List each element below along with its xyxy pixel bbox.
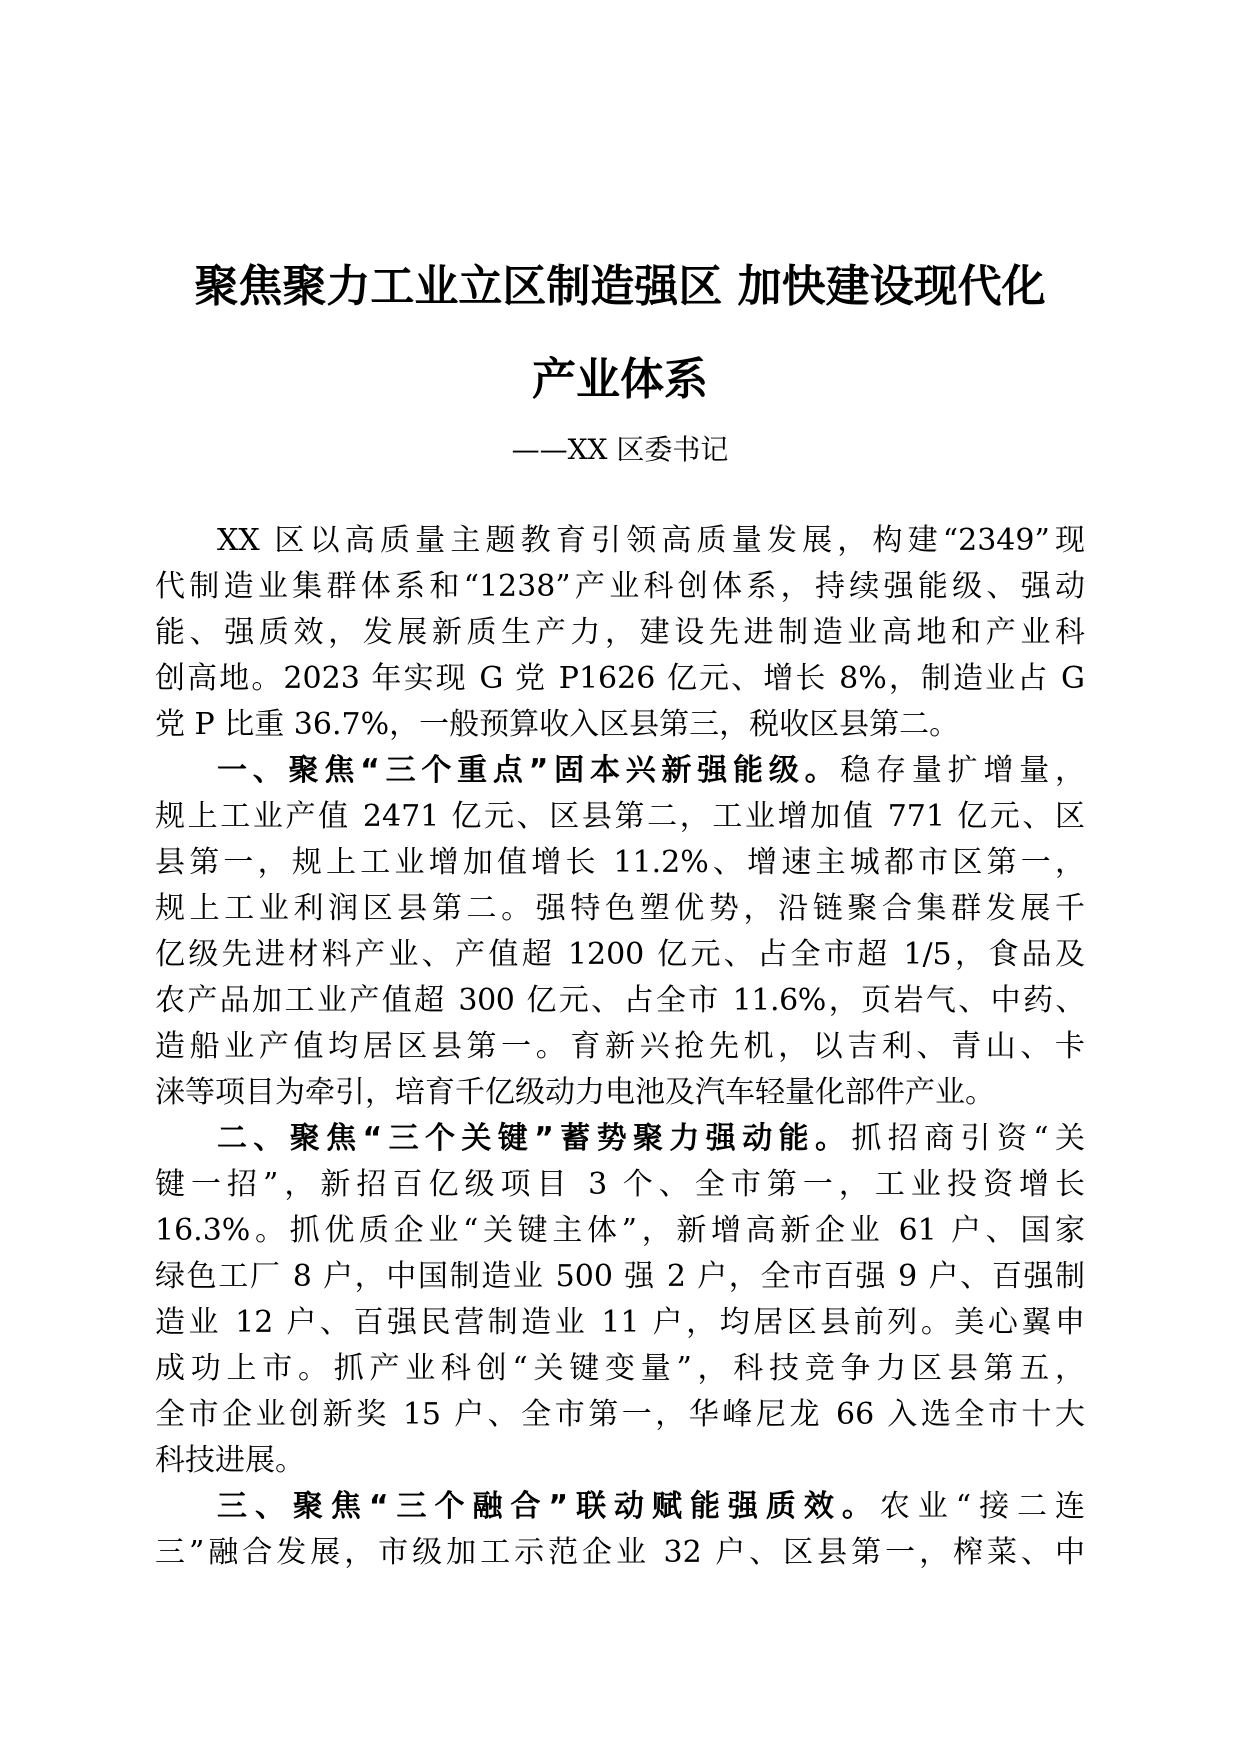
section-heading: 一、聚焦“三个重点”固本兴新强能级。 bbox=[217, 753, 841, 788]
text-line: XX 区以高质量主题教育引领高质量发展，构建“2349”现 bbox=[217, 523, 1085, 558]
text-line: 造业 12 户、百强民营制造业 11 户，均居区县前列。美心翼申 bbox=[155, 1305, 1085, 1340]
text-run: 抓招商引资“关 bbox=[851, 1121, 1086, 1156]
paragraph-section-1 bbox=[155, 748, 1085, 1116]
document-body bbox=[155, 518, 1085, 1576]
text-run: 农业“接二连 bbox=[879, 1489, 1085, 1524]
text-line: 能、强质效，发展新质生产力，建设先进制造业高地和产业科 bbox=[155, 615, 1085, 650]
text-line: 党 P 比重 36.7%，一般预算收入区县第三，税收区县第二。 bbox=[155, 707, 960, 742]
text-line bbox=[155, 748, 1085, 794]
paragraph-section-2 bbox=[155, 1116, 1085, 1484]
text-line: 农产品加工业产值超 300 亿元、占全市 11.6%，页岩气、中药、 bbox=[155, 983, 1085, 1018]
text-line: 成功上市。抓产业科创“关键变量”，科技竞争力区县第五， bbox=[155, 1351, 1085, 1386]
section-heading: 三、聚焦“三个融合”联动赋能强质效。 bbox=[217, 1489, 880, 1524]
text-line: 三”融合发展，市级加工示范企业 32 户、区县第一，榨菜、中 bbox=[155, 1535, 1085, 1570]
document-title-line-2: 产业体系 bbox=[532, 354, 708, 405]
text-line: 创高地。2023 年实现 G 党 P1626 亿元、增长 8%，制造业占 G bbox=[155, 661, 1085, 696]
section-heading: 二、聚焦“三个关键”蓄势聚力强动能。 bbox=[217, 1121, 852, 1156]
text-line: 亿级先进材料产业、产值超 1200 亿元、占全市超 1/5，食品及 bbox=[155, 937, 1085, 972]
text-line bbox=[155, 1116, 1085, 1162]
text-line: 涞等项目为牵引，培育千亿级动力电池及汽车轻量化部件产业。 bbox=[155, 1075, 995, 1110]
text-line: 造船业产值均居区县第一。育新兴抢先机，以吉利、青山、卡 bbox=[155, 1029, 1085, 1064]
text-line: 全市企业创新奖 15 户、全市第一，华峰尼龙 66 入选全市十大 bbox=[155, 1397, 1085, 1432]
text-line: 16.3%。抓优质企业“关键主体”，新增高新企业 61 户、国家 bbox=[155, 1213, 1085, 1248]
text-line: 键一招”，新招百亿级项目 3 个、全市第一，工业投资增长 bbox=[155, 1167, 1085, 1202]
text-line: 规上工业产值 2471 亿元、区县第二，工业增加值 771 亿元、区 bbox=[155, 799, 1085, 834]
text-line: 县第一，规上工业增加值增长 11.2%、增速主城都市区第一， bbox=[155, 845, 1085, 880]
document-subtitle: ——XX 区委书记 bbox=[511, 433, 729, 466]
text-run: 稳存量扩增量， bbox=[840, 753, 1085, 788]
text-line: 绿色工厂 8 户，中国制造业 500 强 2 户，全市百强 9 户、百强制 bbox=[155, 1259, 1085, 1294]
paragraph-section-3 bbox=[155, 1484, 1085, 1576]
text-line: 代制造业集群体系和“1238”产业科创体系，持续强能级、强动 bbox=[155, 569, 1085, 604]
text-line: 规上工业利润区县第二。强特色塑优势，沿链聚合集群发展千 bbox=[155, 891, 1085, 926]
document-title-line-1: 聚焦聚力工业立区制造强区 加快建设现代化 bbox=[194, 261, 1046, 312]
text-line bbox=[155, 1484, 1085, 1530]
text-line: 科技进展。 bbox=[155, 1443, 305, 1478]
paragraph-intro bbox=[155, 518, 1085, 748]
